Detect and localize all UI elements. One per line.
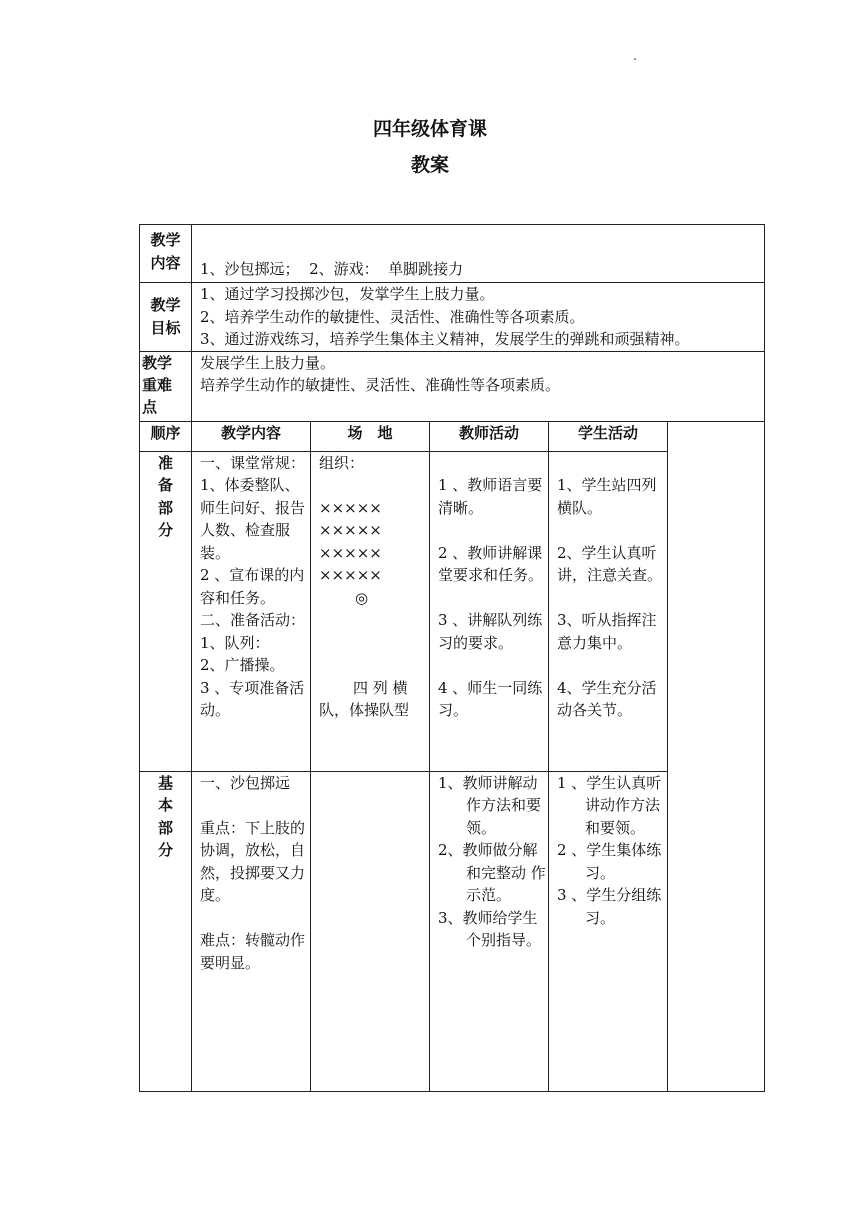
formation-note: 四 列 横队，体操队型 [319,678,410,719]
formation-row: ××××× [319,521,382,539]
header-content: 教学内容 [192,421,311,451]
header-teacher: 教师活动 [430,421,549,451]
page-dot [634,58,636,60]
prep-teacher: 1 、教师语言要清晰。 2 、教师讲解课堂要求和任务。 3 、讲解队列练习的要求。 4 、师生一同练习。 [430,451,549,771]
formation-row: ××××× [319,498,382,517]
label-objectives: 教学 目标 [140,283,192,352]
label-key-points: 教学 重难 点 [140,351,192,421]
prep-student: 1、学生站四列横队。 2、学生认真听讲，注意关查。 3、听从指挥注意力集中。 4、学生充分活动各关节。 [549,451,668,771]
header-row [140,421,765,451]
prep-venue: 组织： ××××× ××××× ××××× ××××× ◎ 四 列 横队，体操队型 [311,451,430,771]
lesson-plan-table [139,224,765,1092]
header-student: 学生活动 [549,421,668,451]
blank-column [668,421,765,1091]
header-venue: 场 地 [311,421,430,451]
label-content: 教学 内容 [140,225,192,283]
row-content [140,225,765,283]
teacher-position: ◎ [355,588,369,607]
basic-teacher: 1、教师讲解动作方法和要领。 2、教师做分解和完整动 作 示范。 3、教师给学生个别指导。 [430,771,549,1091]
key-points-text: 发展学生上肢力量。 培养学生动作的敏捷性、灵活性、准确性等各项素质。 [192,351,765,421]
basic-student: 1 、学生认真听讲动作方法和要领。 2 、学生集体练习。 3 、学生分组练习。 [549,771,668,1091]
document-title: 四年级体育课 [372,118,487,140]
objectives-text: 1、通过学习投掷沙包，发掌学生上肢力量。 2、培养学生动作的敏捷性、灵活性、准确性等各项素质。 3、通过游戏练习，培养学生集体主义精神，发展学生的弹跳和顽强精神。 [192,283,765,352]
basic-venue [311,771,430,1091]
formation-row: ××××× [319,566,382,584]
header-order: 顺序 [140,421,192,451]
document-subtitle: 教案 [410,154,449,176]
section-preparation: 准 备 部 分 [140,451,192,771]
row-key-points [140,351,765,421]
basic-content: 一、沙包掷远 重点：下上肢的协调，放松，自然，投掷要又力度。 难点：转髋动作要明显。 [192,771,311,1091]
content-text: 1、沙包掷远； 2、游戏： 单脚跳接力 [192,225,765,283]
formation-row: ××××× [319,543,382,562]
prep-content: 一、课堂常规： 1、体委整队、师生问好、报告人数、检查服装。 2 、宣布课的内容和任务。 二、准备活动： 1、队列： 2、广播操。 3 、专项准备活动。 [192,451,311,771]
row-objectives [140,283,765,352]
section-basic: 基 本 部 分 [140,771,192,1091]
